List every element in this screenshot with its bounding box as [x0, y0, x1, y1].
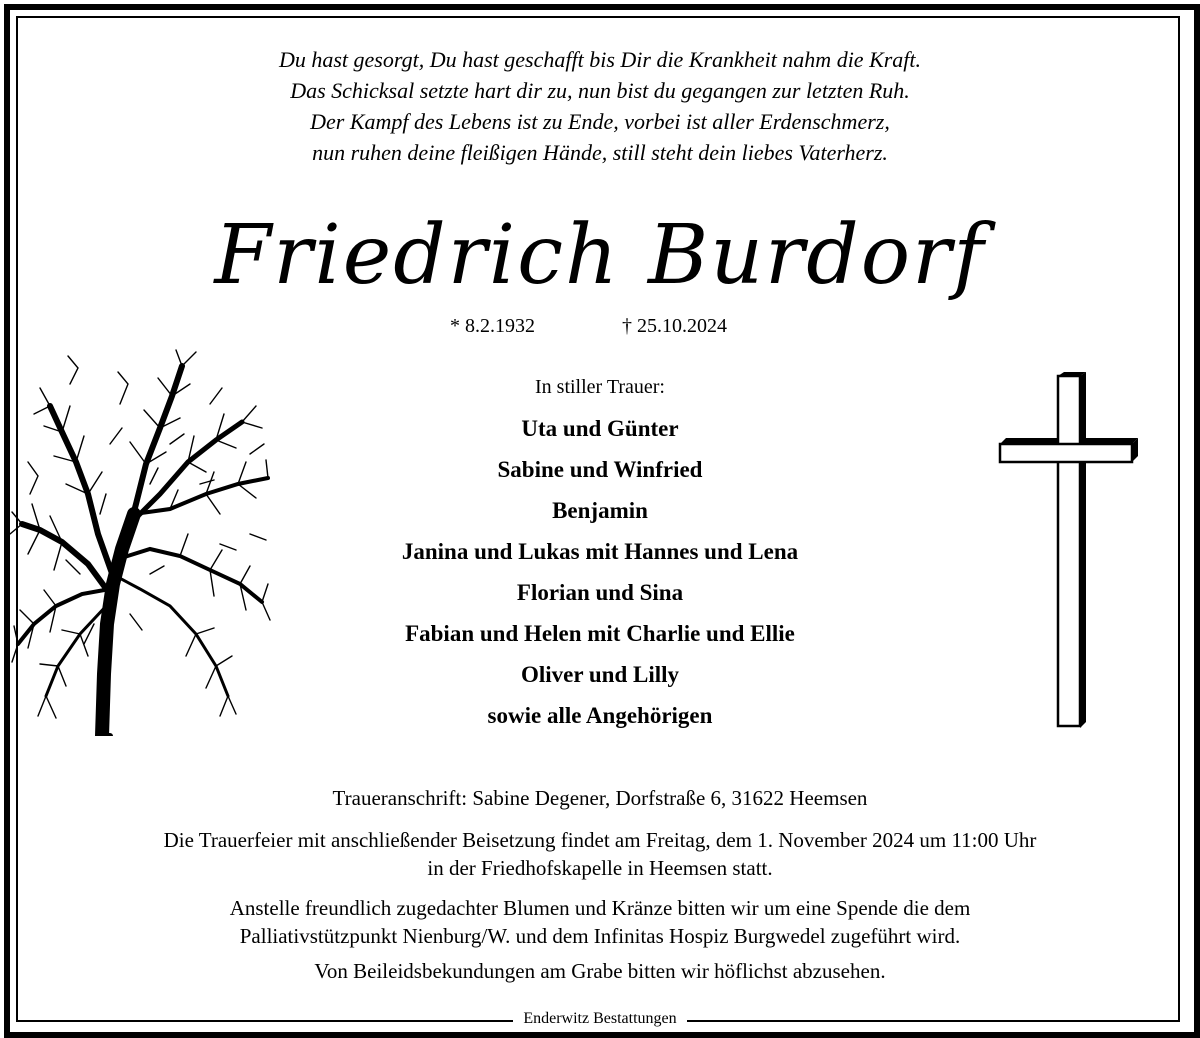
- poem-line: Das Schicksal setzte hart dir zu, nun bist du gegangen zur letzten Ruh.: [290, 78, 910, 103]
- address-line: Traueranschrift: Sabine Degener, Dorfstraße 6, 31622 Heemsen: [332, 786, 868, 810]
- poem-line: Der Kampf des Lebens ist zu Ende, vorbei ist aller Erdenschmerz,: [310, 109, 890, 134]
- donation-notice: [0, 894, 1200, 950]
- mourning-address: [0, 784, 1200, 812]
- ceremony-line: Die Trauerfeier mit anschließender Beisetzung findet am Freitag, dem 1. November 2024 um 11:00 Uhr: [163, 828, 1037, 852]
- mourner-name: Fabian und Helen mit Charlie und Ellie: [405, 621, 795, 646]
- condolence-line: Von Beileidsbekundungen am Grabe bitten wir höflichst abzusehen.: [314, 959, 886, 983]
- mourning-label: In stiller Trauer:: [535, 376, 665, 398]
- mourner-name: sowie alle Angehörigen: [487, 703, 713, 728]
- donation-line: Palliativstützpunkt Nienburg/W. und dem Infinitas Hospiz Burgwedel zugeführt wird.: [239, 924, 961, 948]
- poem-line: nun ruhen deine fleißigen Hände, still steht dein liebes Vaterherz.: [312, 140, 888, 165]
- mourners-list: [0, 411, 1200, 739]
- footer: [0, 1008, 1200, 1030]
- ceremony-notice: [0, 826, 1200, 882]
- mourner-name: Janina und Lukas mit Hannes und Lena: [401, 539, 799, 564]
- poem-line: Du hast gesorgt, Du hast geschafft bis Dir die Krankheit nahm die Kraft.: [278, 47, 922, 72]
- mourner-name: Sabine und Winfried: [497, 457, 703, 482]
- mourner-name: Florian und Sina: [516, 580, 684, 605]
- death-date: † 25.10.2024: [622, 315, 727, 337]
- funeral-home-label: Enderwitz Bestattungen: [513, 1008, 686, 1030]
- poem: [0, 44, 1200, 168]
- mourner-name: Uta und Günter: [521, 416, 679, 441]
- mourner-name: Benjamin: [552, 498, 648, 523]
- deceased-name: Friedrich Burdorf: [214, 208, 986, 303]
- ceremony-line: in der Friedhofskapelle in Heemsen statt.: [427, 856, 773, 880]
- donation-line: Anstelle freundlich zugedachter Blumen und Kränze bitten wir um eine Spende die dem: [229, 896, 971, 920]
- birth-date: * 8.2.1932: [450, 315, 535, 337]
- condolence-notice: [0, 957, 1200, 985]
- mourner-name: Oliver und Lilly: [520, 662, 680, 687]
